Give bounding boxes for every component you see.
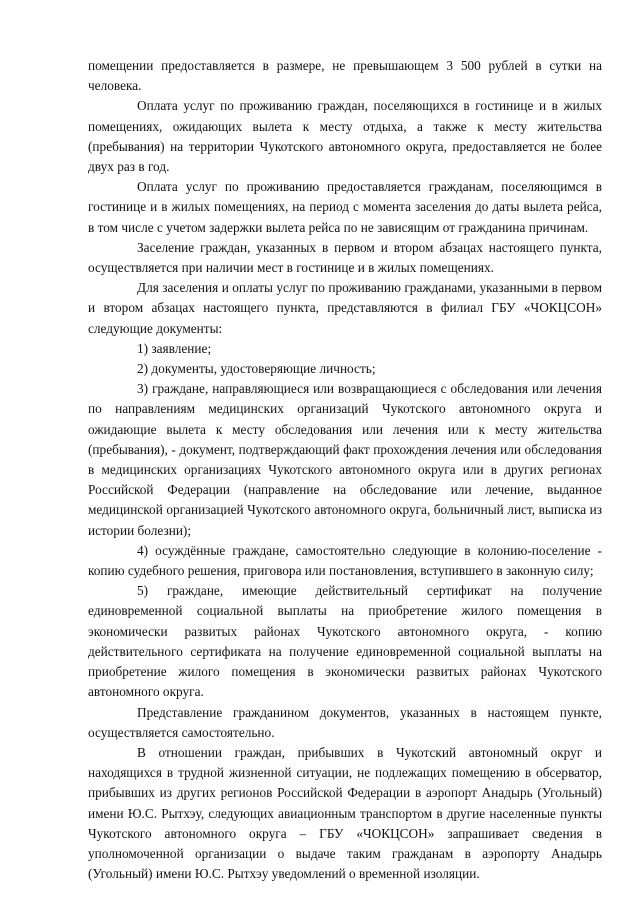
paragraph-payment-period: Оплата услуг по проживанию предоставляется гражданам, поселяющимся в гостинице и в жилых помещениях, на период с момента заселения до даты вылета рейса, в том числе с учетом задержки вылета рейса по не зависящим от гражданина причинам. [88, 179, 602, 235]
paragraph-isolation-notices: В отношении граждан, прибывших в Чукотский автономный округ и находящихся в трудной жизненной ситуации, не подлежащих помещению в обсерватор, прибывших из других регионов Российской Федерации в аэропорт Анадырь (Угольный) имени Ю.С. Рытхэу, следующих авиационным транспортом в другие населенные пункты Чукотского автономного округа – ГБУ «ЧОКЦСОН» запрашивает сведения в уполномоченной организации о выдаче таким гражданам в аэропорту Анадырь (Угольный) имени Ю.С. Рытхэу уведомлений о временной изоляции. [88, 744, 602, 882]
document-body [88, 56, 602, 884]
list-item-application: 1) заявление; [137, 340, 212, 356]
paragraph-self-submission: Представление гражданином документов, указанных в настоящем пункте, осуществляется самостоятельно. [88, 704, 602, 740]
paragraph-payment-frequency: Оплата услуг по проживанию граждан, поселяющихся в гостинице и в жилых помещениях, ожидающих вылета к месту отдыха, а также к месту жительства (пребывания) на территории Чукотского автономного округа, предоставляется не более двух раз в год. [88, 98, 602, 175]
paragraph-room-rate: помещении предоставляется в размере, не превышающем 3 500 рублей в сутки на человека. [88, 58, 602, 94]
list-item-convicted-citizens: 4) осуждённые граждане, самостоятельно следующие в колонию-поселение - копию судебного решения, приговора или постановления, вступившего в законную силу; [88, 542, 602, 579]
paragraph-required-documents: Для заселения и оплаты услуг по проживанию гражданами, указанными в первом и втором абзацах настоящего пункта, представляются в филиал ГБУ «ЧОКЦСОН» следующие документы: [88, 280, 602, 336]
list-item-medical-treatment: 3) граждане, направляющиеся или возвращающиеся с обследования или лечения по направлениям медицинских организаций Чукотского автономного округа и ожидающие вылета к месту обследования или лечения или к месту жительства (пребывания), - документ, подтверждающий факт прохождения лечения или обследования в медицинских организациях Чукотского автономного округа или в других регионах Российской Федерации (направление на обследование или лечение, выданное медицинской организацией Чукотского автономного округа, больничный лист, выписка из истории болезни); [88, 381, 602, 538]
list-item-identity-documents: 2) документы, удостоверяющие личность; [137, 361, 376, 377]
paragraph-availability: Заселение граждан, указанных в первом и втором абзацах настоящего пункта, осуществляется при наличии мест в гостинице и в жилых помещениях. [88, 239, 602, 276]
list-item-housing-certificate: 5) граждане, имеющие действительный сертификат на получение единовременной социальной выплаты на приобретение жилого помещения в экономически развитых районах Чукотского автономного округа, - копию действительного сертификата на получение единовременной социальной выплаты на приобретение жилого помещения в экономически развитых районах Чукотского автономного округа. [88, 583, 602, 700]
